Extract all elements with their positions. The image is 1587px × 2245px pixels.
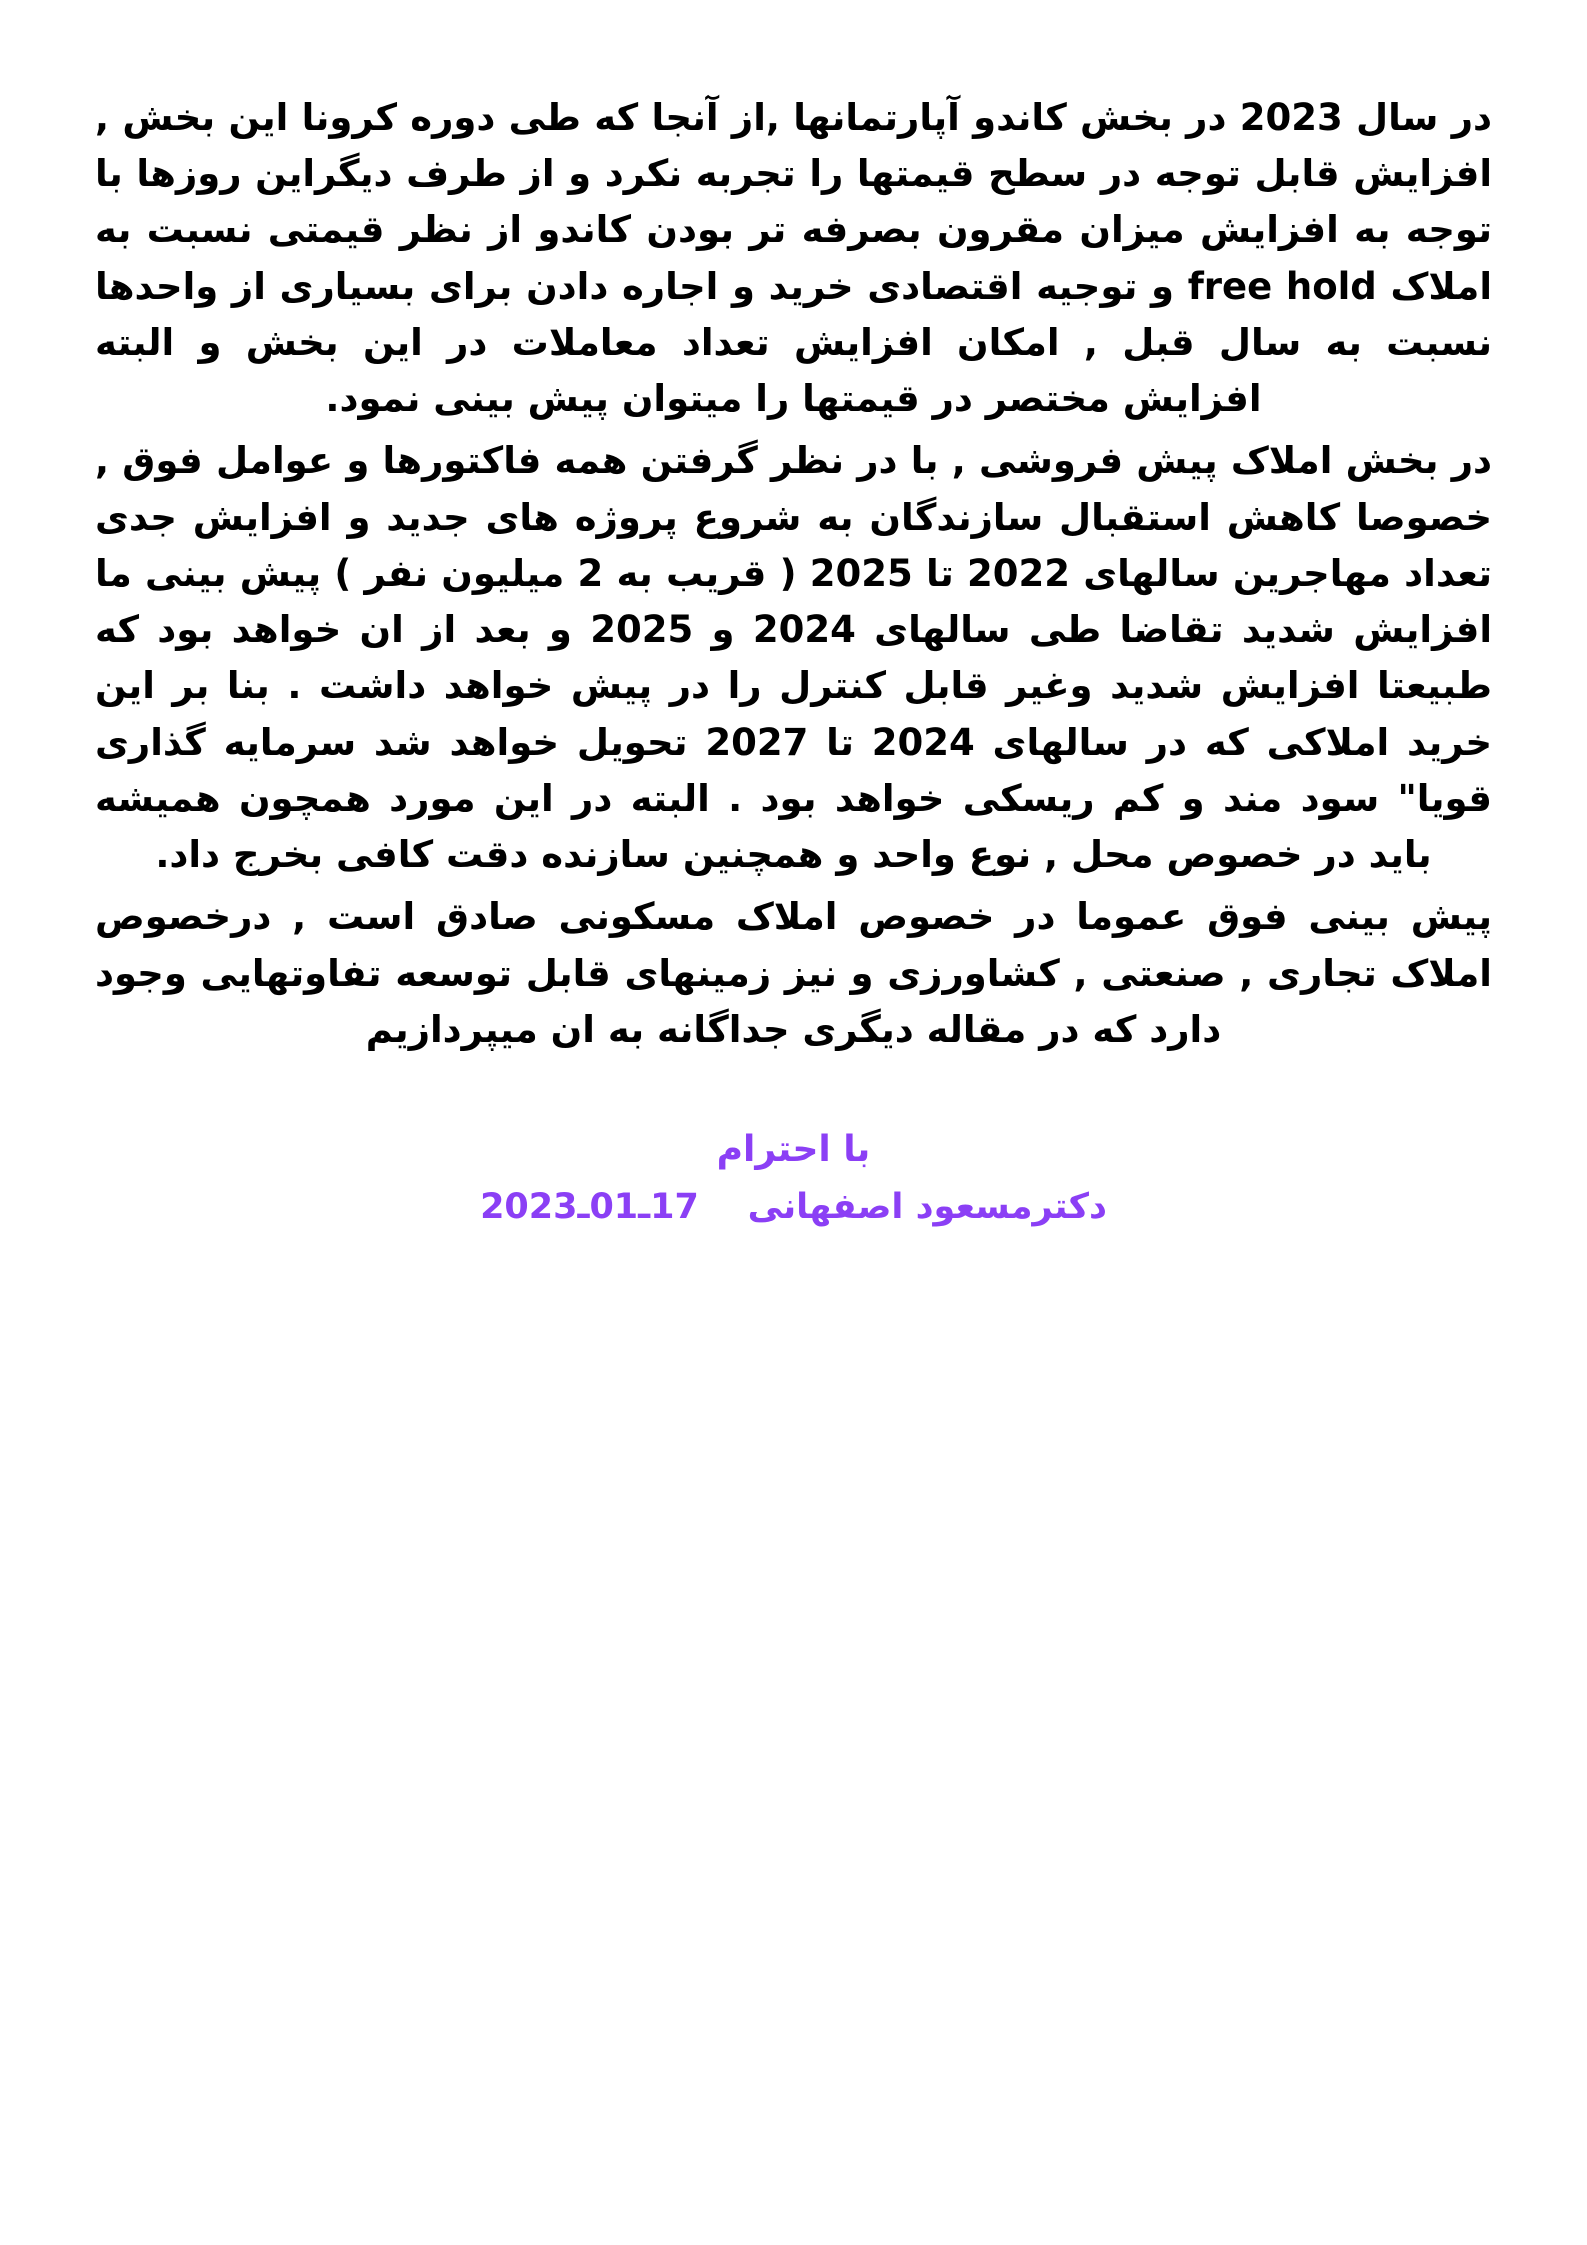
signature-closing: با احترام (716, 1128, 871, 1170)
paragraph-3: پیش بینی فوق عموما در خصوص املاک مسکونی صادق است , درخصوص املاک تجاری , صنعتی , کشاورزی و نیز زمینهای قابل توسعه تفاوتهایی وجود دارد که در مقاله دیگری جداگانه به ان میپردازیم (95, 895, 1492, 1051)
document-body (95, 90, 1492, 1237)
paragraph-2: در بخش املاک پیش فروشی , با در نظر گرفتن همه فاکتورها و عوامل فوق , خصوصا کاهش استقبال سازندگان به شروع پروژه های جدید و افزایش جدی تعداد مهاجرین سالهای 2022 تا 2025 ( قریب به 2 میلیون نفر ) پیش بینی ما افزایش شدید تقاضا طی سالهای 2024 و 2025 و بعد از ان خواهد بود که طبیعتا افزایش شدید وغیر قابل کنترل را در پیش خواهد داشت . بنا بر این خرید املاکی که در سالهای 2024 تا 2027 تحویل خواهد شد سرمایه گذاری قویا" سود مند و کم ریسکی خواهد بود . البته در این مورد همچون همیشه باید در خصوص محل , نوع واحد و همچنین سازنده دقت کافی بخرج داد. (95, 439, 1493, 877)
signature-author-date: دکترمسعود اصفهانی 17ـ01ـ2023 (480, 1187, 1107, 1228)
signature-block (95, 1120, 1492, 1237)
paragraph-1: در سال 2023 در بخش کاندو آپارتمانها ,از آنجا که طی دوره کرونا این بخش , افزایش قابل توجه در سطح قیمتها را تجربه نکرد و از طرف دیگراین روزها با توجه به افزایش میزان مقرون بصرفه تر بودن کاندو از نظر قیمتی نسبت به املاک free hold و توجیه اقتصادی خرید و اجاره دادن برای بسیاری از واحدها نسبت به سال قبل , امکان افزایش تعداد معاملات در این بخش و البته افزایش مختصر در قیمتها را میتوان پیش بینی نمود. (95, 96, 1493, 421)
